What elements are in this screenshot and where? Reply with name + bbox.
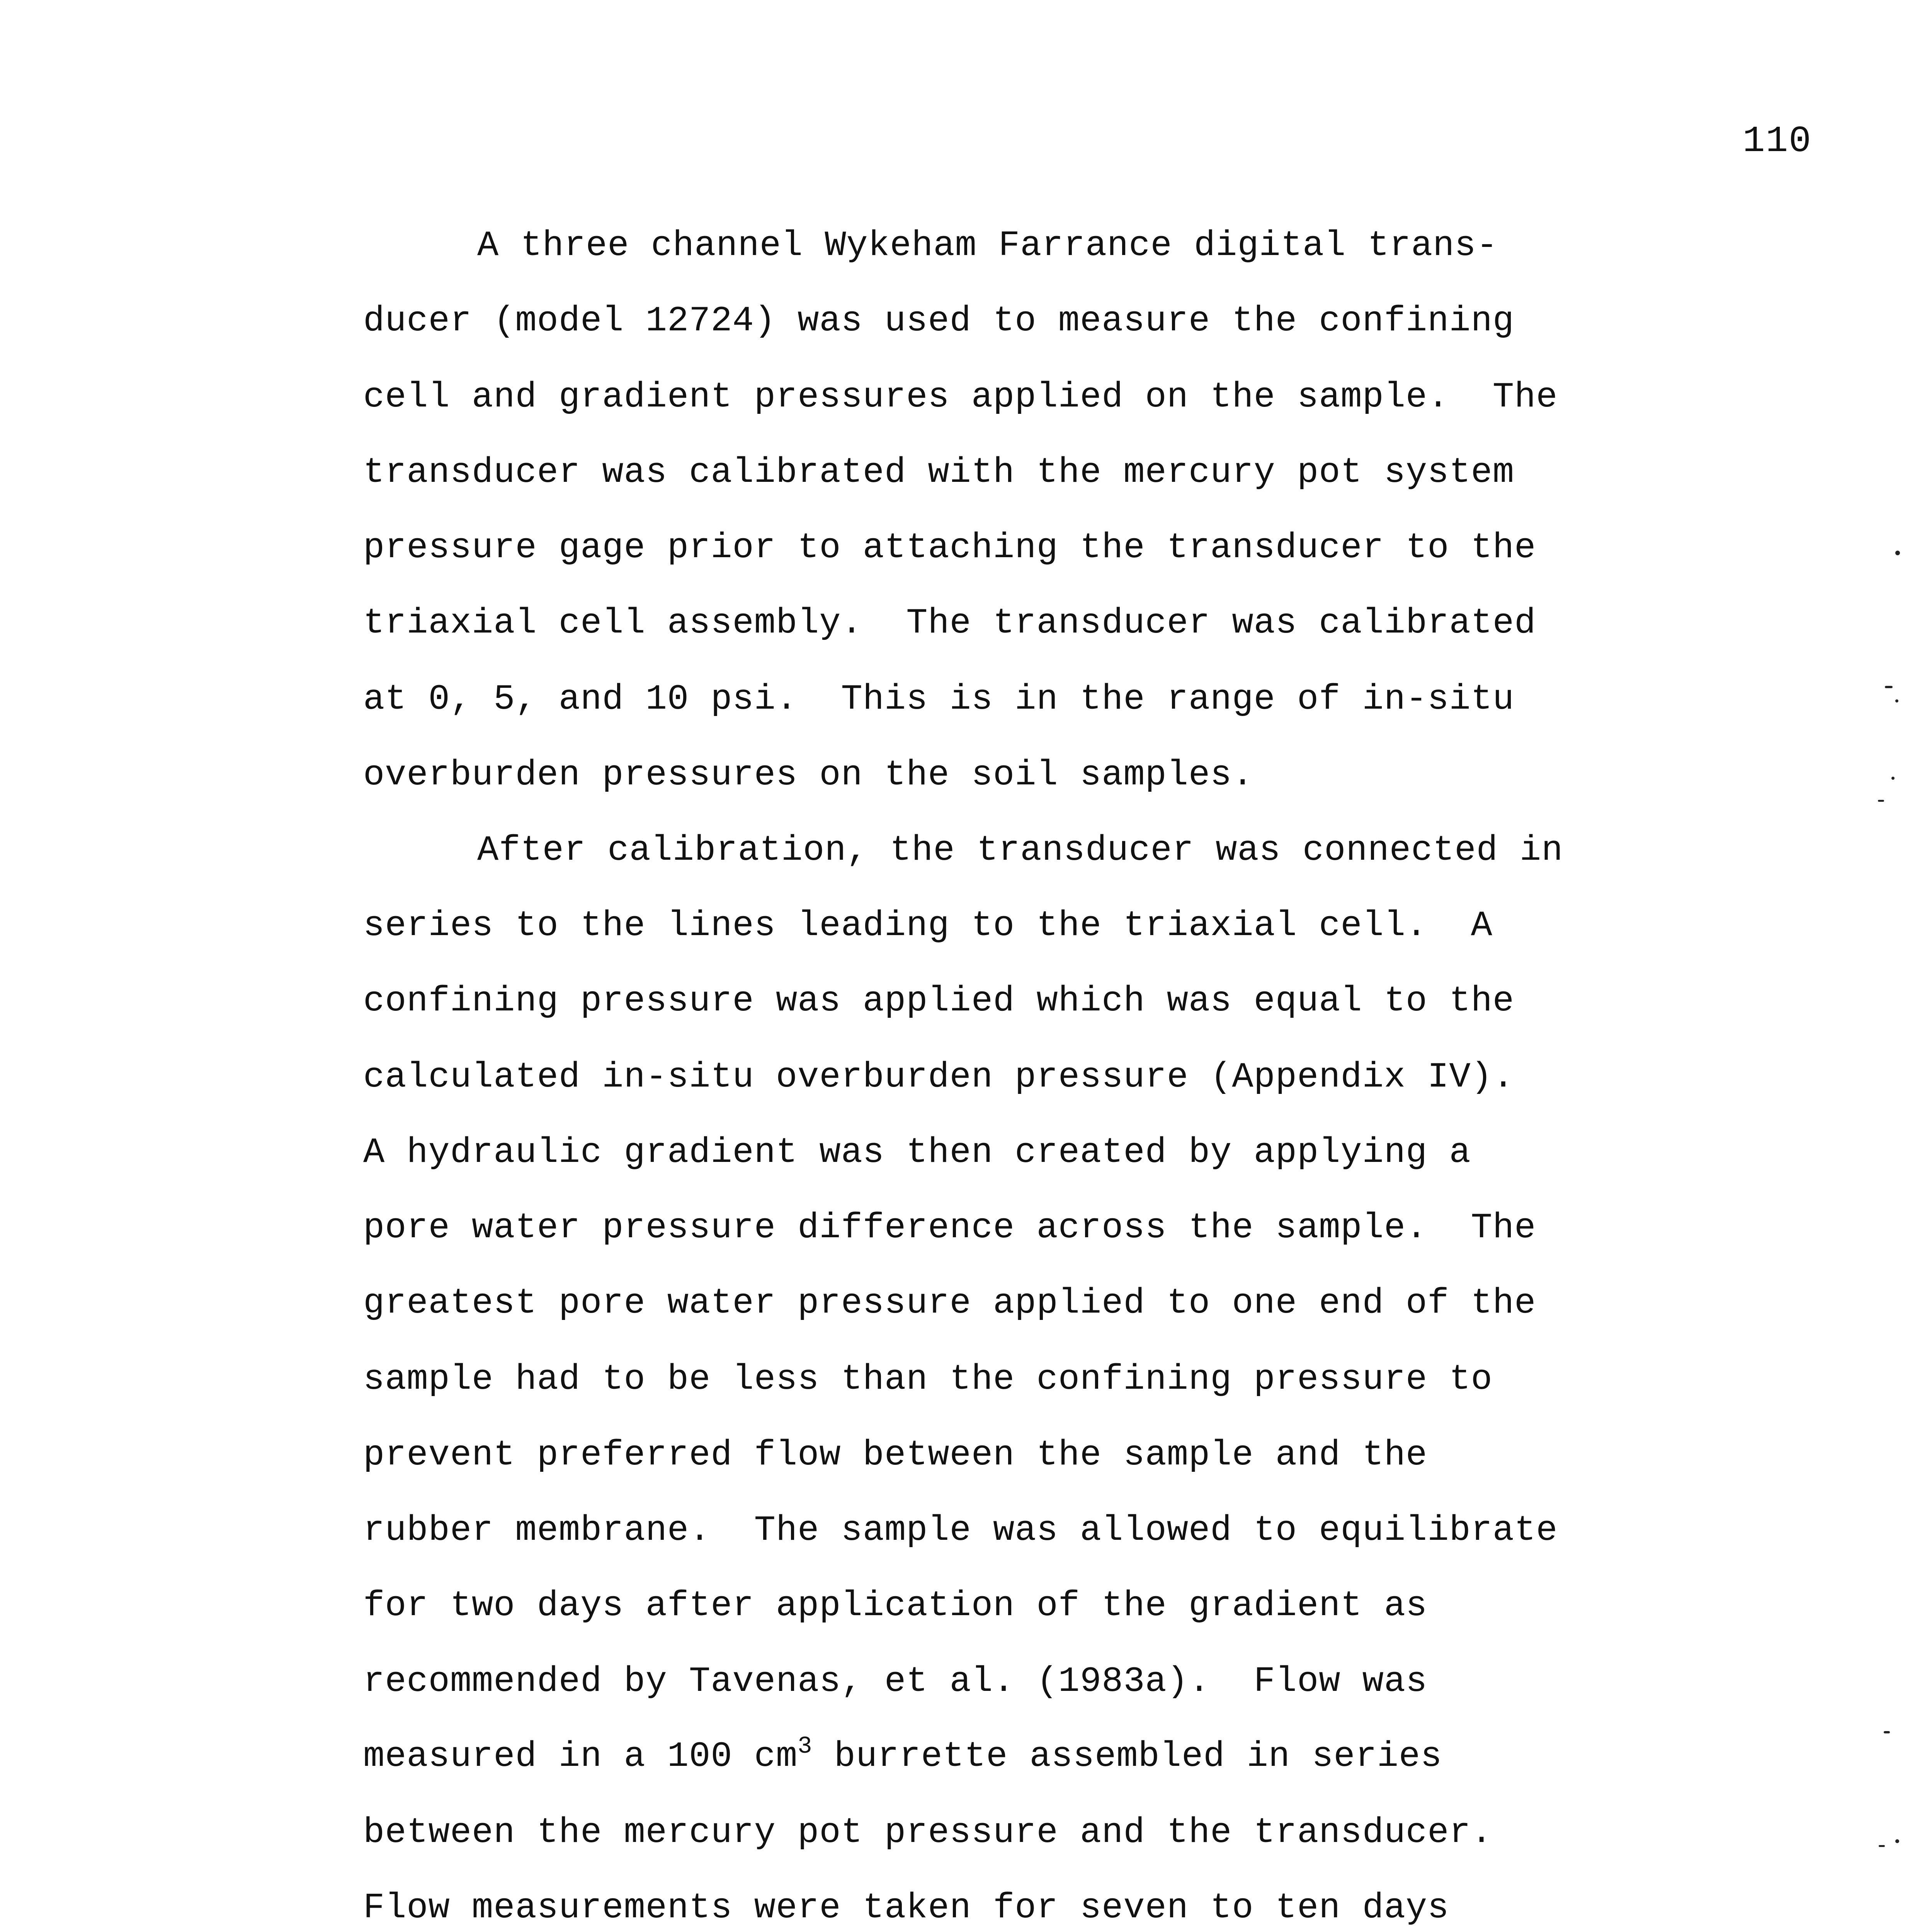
text-line: Flow measurements were taken for seven to ten days	[363, 1888, 1449, 1928]
text-line: prevent preferred flow between the sample and the	[363, 1435, 1428, 1475]
scan-speck	[1891, 777, 1895, 780]
scan-speck	[1878, 800, 1884, 802]
text-line: sample had to be less than the confining pressure to	[363, 1359, 1493, 1400]
text-line: between the mercury pot pressure and the transducer.	[363, 1812, 1493, 1853]
page-number: 110	[1743, 120, 1812, 162]
text-line: rubber membrane. The sample was allowed to equilibrate	[363, 1510, 1558, 1551]
scan-speck	[1895, 551, 1900, 555]
text-line: calculated in-situ overburden pressure (Appendix IV).	[363, 1057, 1515, 1097]
scan-speck	[1879, 1845, 1885, 1847]
text-line-with-superscript	[363, 1733, 1442, 1777]
scan-speck	[1895, 1839, 1899, 1843]
text-line: cell and gradient pressures applied on the sample. The	[363, 377, 1558, 417]
text-line: overburden pressures on the soil samples.	[363, 755, 1254, 795]
text-line: greatest pore water pressure applied to one end of the	[363, 1283, 1536, 1323]
text-line: confining pressure was applied which was equal to the	[363, 981, 1515, 1021]
scan-speck	[1895, 699, 1898, 702]
text-segment: measured in a 100 cm	[363, 1736, 798, 1777]
text-line: transducer was calibrated with the mercury pot system	[363, 452, 1515, 493]
text-line: triaxial cell assembly. The transducer was calibrated	[363, 603, 1536, 643]
text-line: pore water pressure difference across the sample. The	[363, 1208, 1536, 1248]
scan-speck	[1885, 686, 1893, 688]
text-line: for two days after application of the gradient as	[363, 1585, 1428, 1626]
scan-speck	[1884, 1731, 1890, 1733]
text-line: series to the lines leading to the triaxial cell. A	[363, 905, 1493, 946]
text-line: ducer (model 12724) was used to measure the confining	[363, 301, 1515, 341]
superscript: 3	[798, 1733, 813, 1760]
text-line: at 0, 5, and 10 psi. This is in the range of in-situ	[363, 679, 1515, 719]
text-line: recommended by Tavenas, et al. (1983a). Flow was	[363, 1661, 1428, 1702]
text-line: After calibration, the transducer was connected in	[477, 830, 1563, 871]
text-line: A hydraulic gradient was then created by applying a	[363, 1132, 1471, 1173]
text-line: A three channel Wykeham Farrance digital trans-	[477, 225, 1498, 266]
text-line: pressure gage prior to attaching the transducer to the	[363, 527, 1536, 568]
text-segment: burrette assembled in series	[812, 1736, 1442, 1777]
